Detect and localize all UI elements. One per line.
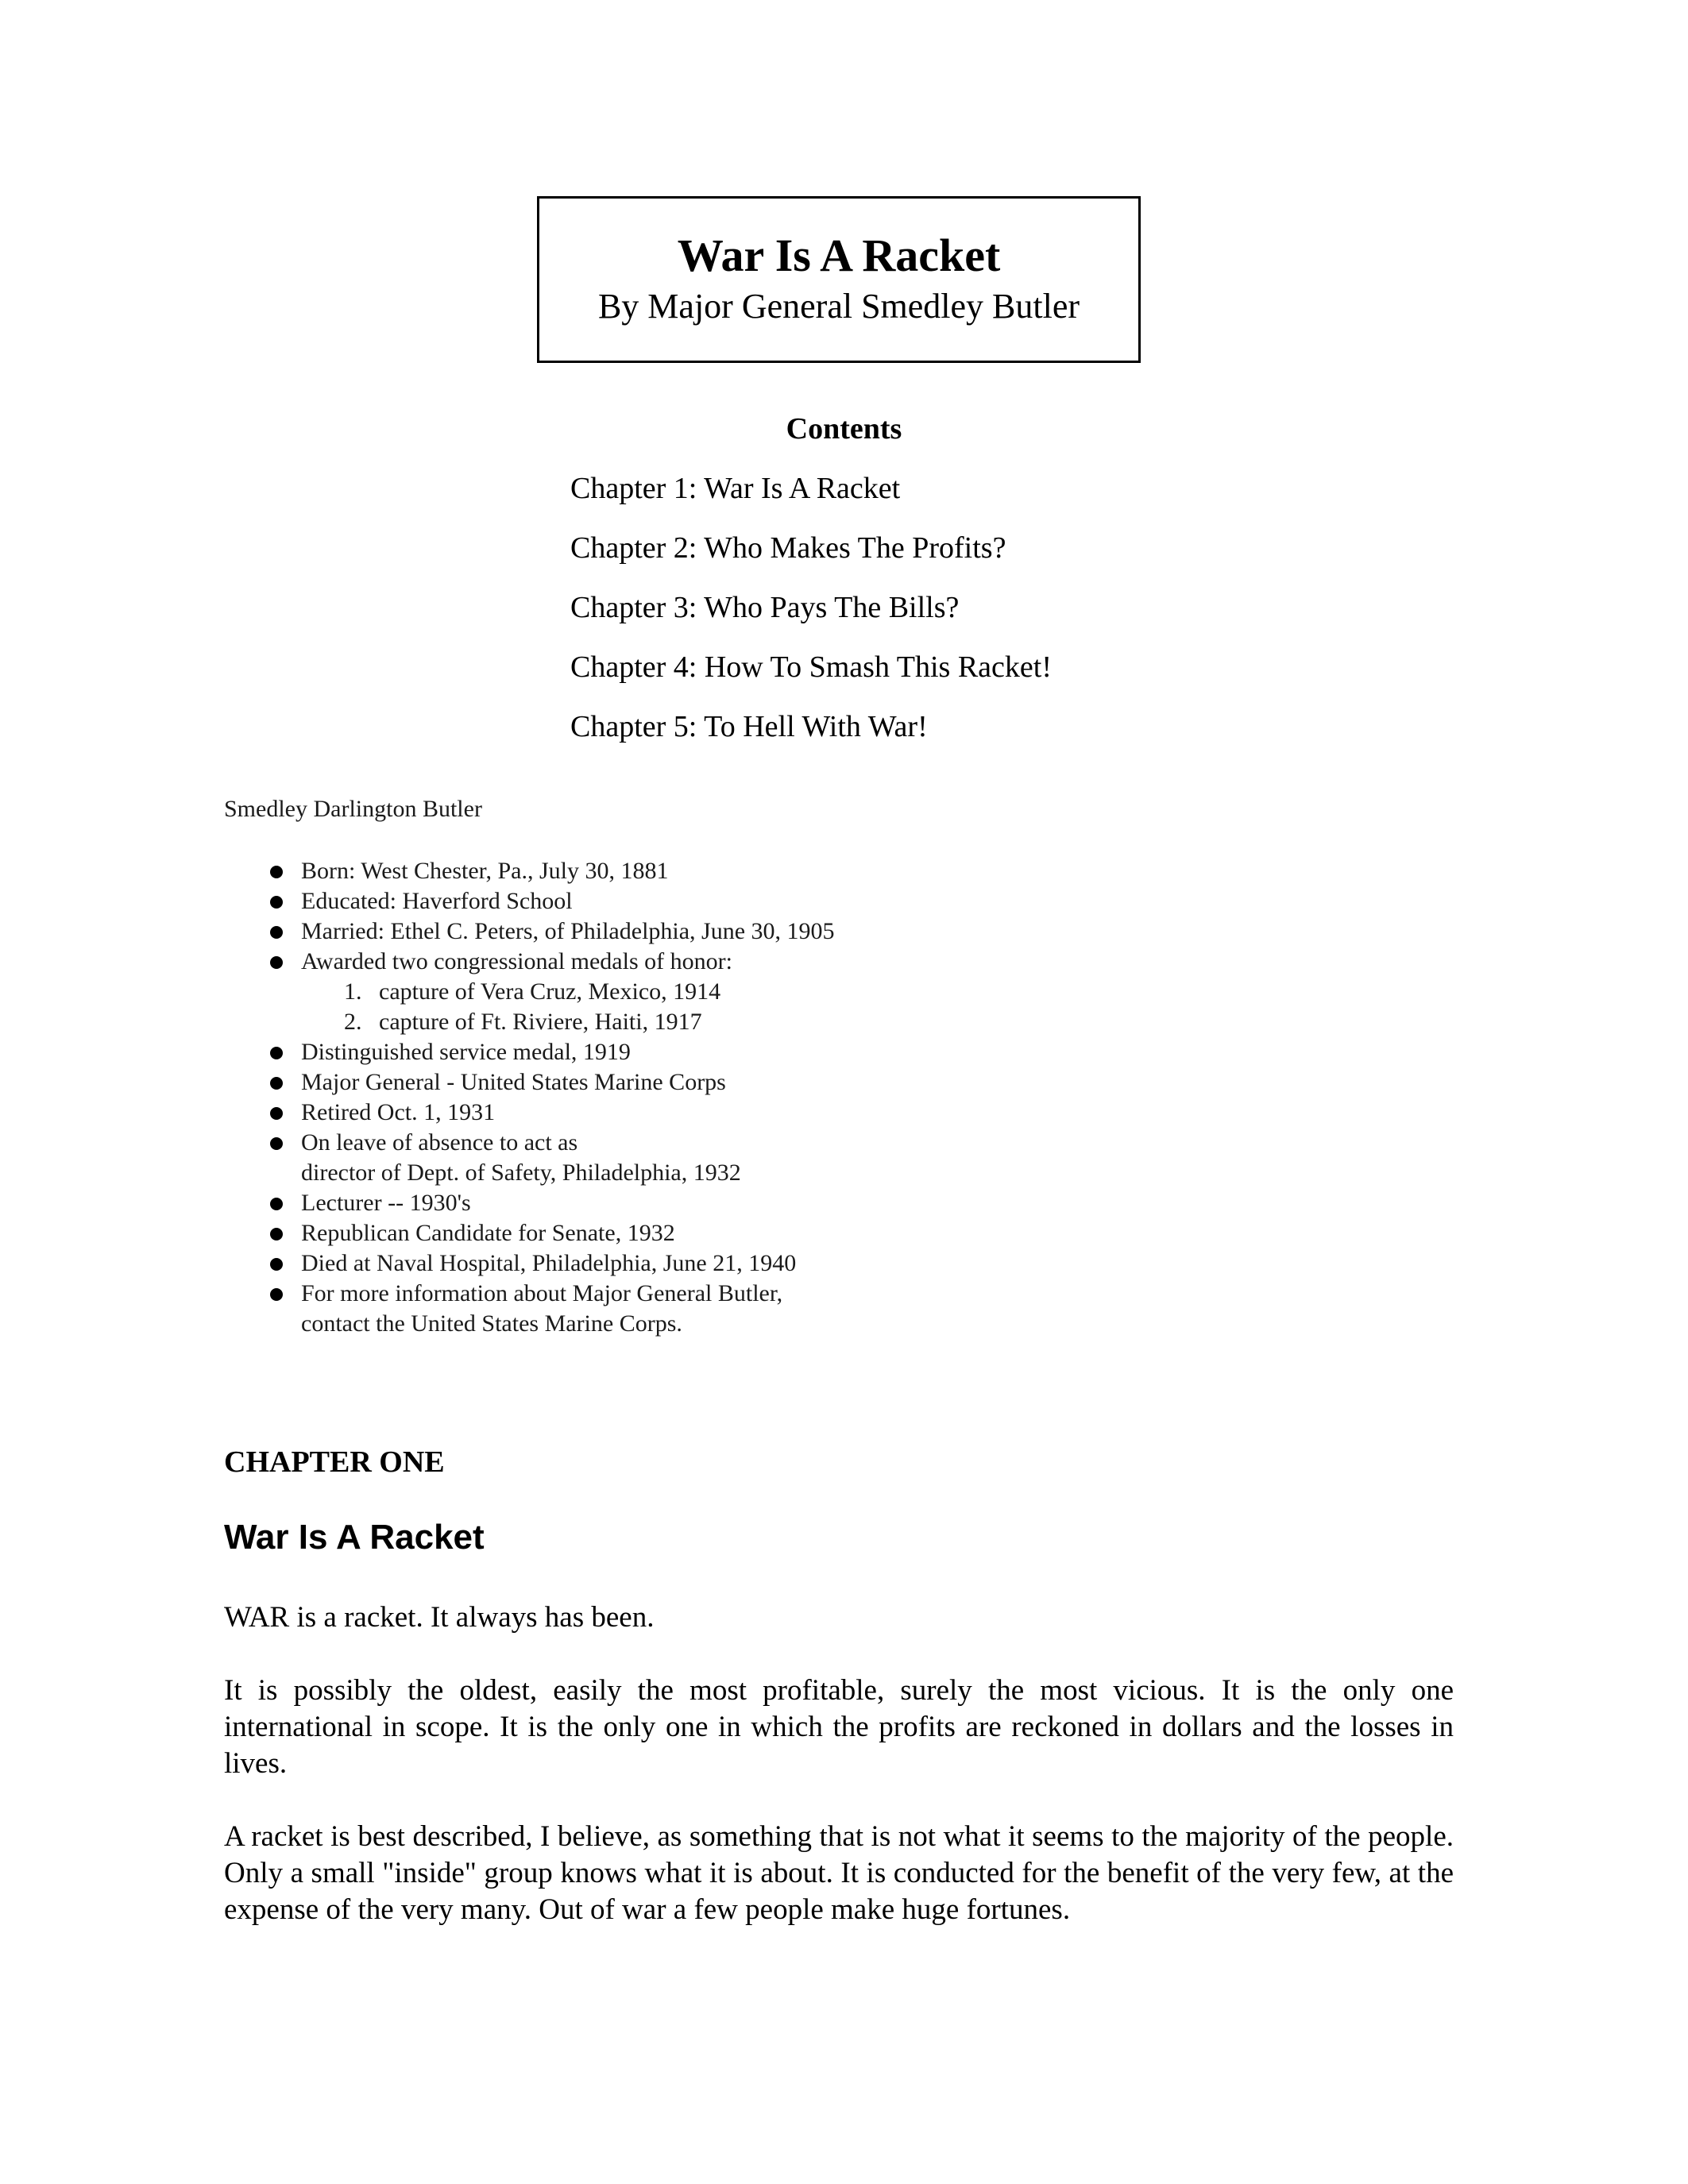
bullet-icon xyxy=(270,1137,283,1150)
bio-item-text: Married: Ethel C. Peters, of Philadelphia, June 30, 1905 xyxy=(301,918,835,944)
bio-item xyxy=(266,947,835,1037)
bio-item-text: Republican Candidate for Senate, 1932 xyxy=(301,1220,675,1246)
toc-item-chapter-5: Chapter 5: To Hell With War! xyxy=(570,710,928,743)
bio-item-text: Major General - United States Marine Corps xyxy=(301,1069,726,1095)
bio-item-text: Retired Oct. 1, 1931 xyxy=(301,1099,496,1125)
bullet-icon xyxy=(270,1258,283,1271)
bio-item xyxy=(266,1098,835,1128)
paragraph: It is possibly the oldest, easily the most profitable, surely the most vicious. It is the only one international in scope. It is the only one in which the profits are reckoned in dollars and the losses in lives. xyxy=(224,1674,1454,1780)
bio-item xyxy=(266,1248,835,1279)
document-title: War Is A Racket xyxy=(677,230,1001,281)
bio-item-text-continued: director of Dept. of Safety, Philadelphia, 1932 xyxy=(301,1160,741,1186)
bio-list xyxy=(266,856,835,1339)
bio-item-text: Educated: Haverford School xyxy=(301,888,573,914)
bio-item-text: For more information about Major General Butler, xyxy=(301,1280,783,1306)
document-author: By Major General Smedley Butler xyxy=(597,287,1080,326)
medal-text: capture of Vera Cruz, Mexico, 1914 xyxy=(379,978,721,1005)
bullet-icon xyxy=(270,1228,283,1241)
bullet-icon xyxy=(270,866,283,878)
table-of-contents xyxy=(570,470,1052,768)
bio-item xyxy=(266,1279,835,1339)
contents-heading: Contents xyxy=(786,412,902,446)
toc-item-chapter-4: Chapter 4: How To Smash This Racket! xyxy=(570,650,1052,684)
medal-number: 2. xyxy=(344,1009,362,1035)
bio-item-text: Born: West Chester, Pa., July 30, 1881 xyxy=(301,858,669,884)
medal-item xyxy=(301,977,835,1007)
bullet-icon xyxy=(270,1198,283,1210)
paragraph: A racket is best described, I believe, as something that is not what it seems to the majority of the people. Only a small "inside" group knows what it is about. It is conducted for the benefit of the very few, at the expense of the very many. Out of war a few people make huge fortunes. xyxy=(224,1820,1454,1926)
bio-name: Smedley Darlington Butler xyxy=(224,796,482,822)
bio-item-text: Lecturer -- 1930's xyxy=(301,1190,471,1216)
bio-item xyxy=(266,1037,835,1067)
toc-item-chapter-1: Chapter 1: War Is A Racket xyxy=(570,472,901,505)
bio-item xyxy=(266,916,835,947)
bullet-icon xyxy=(270,926,283,939)
bio-item xyxy=(266,1188,835,1218)
bio-item xyxy=(266,856,835,886)
bullet-icon xyxy=(270,1107,283,1120)
title-box xyxy=(537,196,1141,363)
bio-item-text-continued: contact the United States Marine Corps. xyxy=(301,1310,682,1337)
chapter-title: War Is A Racket xyxy=(224,1518,485,1557)
bio-item xyxy=(266,1128,835,1188)
bullet-icon xyxy=(270,1047,283,1059)
bio-item xyxy=(266,1067,835,1098)
bio-item xyxy=(266,1218,835,1248)
bullet-icon xyxy=(270,896,283,909)
medals-sublist xyxy=(301,977,835,1037)
bullet-icon xyxy=(270,956,283,969)
toc-item-chapter-3: Chapter 3: Who Pays The Bills? xyxy=(570,591,960,624)
bio-item-text: Awarded two congressional medals of honor: xyxy=(301,948,732,974)
bio-item-text: On leave of absence to act as xyxy=(301,1129,578,1156)
chapter-label: CHAPTER ONE xyxy=(224,1445,445,1479)
bullet-icon xyxy=(270,1077,283,1090)
medal-text: capture of Ft. Riviere, Haiti, 1917 xyxy=(379,1009,702,1035)
medal-item xyxy=(301,1007,835,1037)
medal-number: 1. xyxy=(344,978,362,1005)
toc-item-chapter-2: Chapter 2: Who Makes The Profits? xyxy=(570,531,1006,565)
bio-item xyxy=(266,886,835,916)
paragraph: WAR is a racket. It always has been. xyxy=(224,1601,655,1634)
bio-item-text: Distinguished service medal, 1919 xyxy=(301,1039,631,1065)
bio-item-text: Died at Naval Hospital, Philadelphia, June 21, 1940 xyxy=(301,1250,797,1276)
bullet-icon xyxy=(270,1288,283,1301)
